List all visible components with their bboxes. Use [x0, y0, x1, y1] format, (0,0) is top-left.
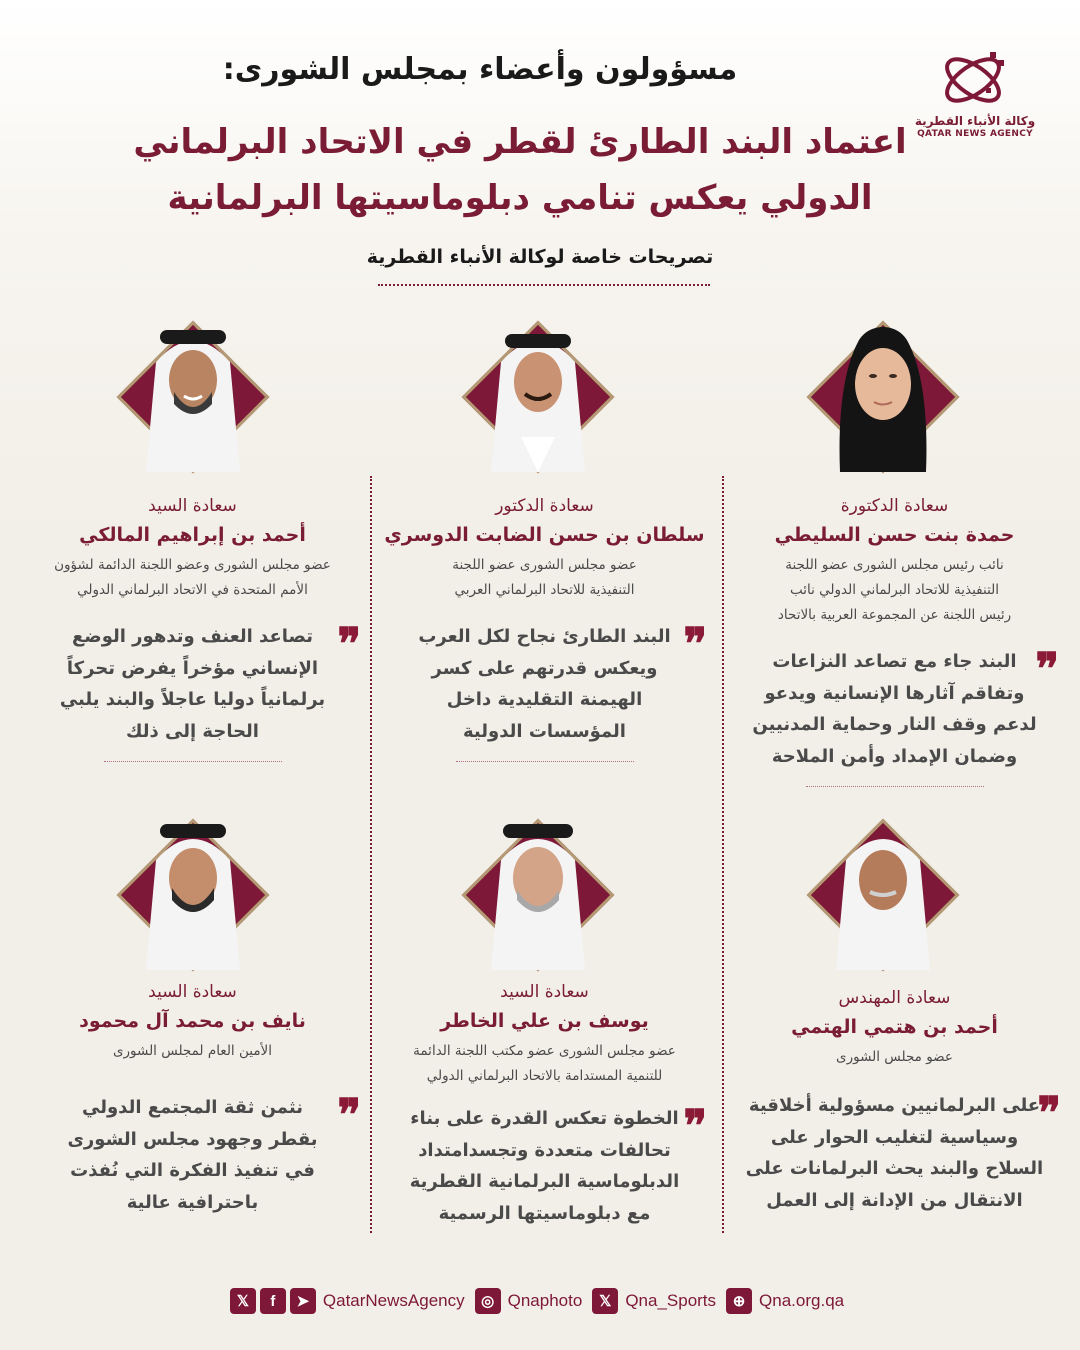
honorific: سعادة الدكتور: [495, 496, 594, 516]
social-handle-qnaphoto[interactable]: Qnaphoto: [507, 1291, 583, 1310]
person-role: عضو مجلس الشورى عضو مكتب اللجنة الدائمة للتنمية المستدامة بالاتحاد البرلماني الدولي: [413, 1043, 676, 1084]
person-name: يوسف بن علي الخاطر: [440, 1010, 649, 1032]
person-name: نايف بن محمد آل محمود: [79, 1010, 306, 1032]
quote-text: تصاعد العنف وتدهور الوضع الإنساني مؤخراً يفرض تحركاً برلمانياً دوليا عاجلاً والبند يلبي الحاجة إلى ذلك: [59, 626, 326, 742]
quote-block: [722, 646, 1067, 772]
portrait-hamda-al-sulaiti: [798, 302, 968, 472]
subhead: تصريحات خاصة لوكالة الأنباء القطرية: [366, 246, 714, 268]
quote-mark-icon: ❞: [337, 1090, 361, 1141]
qna-logo: [900, 48, 1050, 158]
facebook-icon[interactable]: f: [260, 1288, 286, 1314]
social-handle-qatarnewsagency[interactable]: QatarNewsAgency: [322, 1291, 465, 1310]
quote-text: البند الطارئ نجاح لكل العرب ويعكس قدرتهم على كسر الهيمنة التقليدية داخل المؤسسات الدولية: [418, 626, 671, 742]
person-role: عضو مجلس الشورى: [836, 1049, 953, 1065]
quote-mark-icon: ❞: [1035, 644, 1059, 695]
instagram-icon[interactable]: ◎: [475, 1288, 501, 1314]
quote-block: [722, 1090, 1067, 1216]
card-separator: [104, 761, 282, 762]
quote-block: [372, 1103, 717, 1229]
quote-text: البند جاء مع تصاعد النزاعات وتفاقم آثارها الإنسانية ويدعو لدعم وقف النار وحماية المدنيين وضمان الإمداد وأمن الملاحة: [752, 651, 1037, 767]
quote-mark-icon: ❞: [1037, 1088, 1061, 1139]
headline-line-1: اعتماد البند الطارئ لقطر في الاتحاد البرلماني: [133, 122, 907, 162]
portrait-naif-al-mahmoud: [108, 800, 278, 970]
honorific: سعادة السيد: [500, 982, 589, 1002]
quote-block: [20, 1092, 365, 1218]
portrait-ahmed-al-maliki: [108, 302, 278, 472]
person-photo-icon: [828, 312, 938, 472]
logo-english-text: QATAR NEWS AGENCY: [917, 129, 1033, 139]
card-separator: [806, 786, 984, 787]
x-icon[interactable]: 𝕏: [592, 1288, 618, 1314]
x-icon[interactable]: 𝕏: [230, 1288, 256, 1314]
person-role: الأمين العام لمجلس الشورى: [112, 1043, 273, 1059]
social-handle-qna-sports[interactable]: Qna_Sports: [625, 1291, 717, 1310]
card-naif-al-mahmoud: [20, 982, 365, 1218]
honorific: سعادة الدكتورة: [840, 496, 949, 516]
honorific: سعادة السيد: [148, 496, 237, 516]
card-ahmed-al-maliki: [20, 496, 365, 762]
person-role: نائب رئيس مجلس الشورى عضو اللجنة التنفيذية للاتحاد البرلماني الدولي نائب رئيس اللجنة عن المجموعة العربية بالاتحاد: [777, 557, 1012, 623]
portrait-ahmed-al-hetmi: [798, 800, 968, 970]
quote-text: على البرلمانيين مسؤولية أخلاقية وسياسية لتغليب الحوار على السلاح والبند يحث البرلمانات على الانتقال من الإدانة إلى العمل: [745, 1095, 1044, 1211]
person-photo-icon: [483, 312, 593, 472]
person-name: حمدة بنت حسن السليطي: [774, 524, 1015, 546]
person-name: أحمد بن إبراهيم المالكي: [79, 524, 306, 546]
quote-text: نثمن ثقة المجتمع الدولي بقطر وجهود مجلس الشورى في تنفيذ الفكرة التي نُفذت باحترافية عالية: [67, 1097, 318, 1213]
quote-block: [372, 621, 717, 747]
globe-icon[interactable]: ⊕: [726, 1288, 752, 1314]
kicker-title: مسؤولون وأعضاء بمجلس الشورى:: [222, 52, 738, 87]
card-ahmed-al-hetmi: [722, 988, 1067, 1216]
person-photo-icon: [138, 810, 248, 970]
person-role: عضو مجلس الشورى عضو اللجنة التنفيذية للاتحاد البرلماني العربي: [452, 557, 637, 598]
card-hamda-al-sulaiti: [722, 496, 1067, 787]
subhead-divider: [378, 284, 710, 286]
portrait-sultan-al-dosari: [453, 302, 623, 472]
quote-text: الخطوة تعكس القدرة على بناء تحالفات متعددة وتجسدامتداد الدبلوماسية البرلمانية القطرية مع دبلوماسيتها الرسمية: [409, 1108, 680, 1224]
card-separator: [456, 761, 634, 762]
portrait-yousef-al-khater: [453, 800, 623, 970]
person-role: عضو مجلس الشورى وعضو اللجنة الدائمة لشؤون الأمم المتحدة في الاتحاد البرلماني الدولي: [54, 557, 331, 598]
person-photo-icon: [483, 810, 593, 970]
logo-arabic-text: وكالة الأنباء القطرية: [914, 114, 1036, 128]
card-yousef-al-khater: [372, 982, 717, 1229]
telegram-icon[interactable]: ➤: [290, 1288, 316, 1314]
honorific: سعادة المهندس: [838, 988, 951, 1008]
headline: [120, 114, 920, 226]
person-name: سلطان بن حسن الضابت الدوسري: [384, 524, 705, 546]
person-photo-icon: [138, 312, 248, 472]
quote-mark-icon: ❞: [683, 1101, 707, 1152]
honorific: سعادة السيد: [148, 982, 237, 1002]
person-name: أحمد بن هتمي الهتمي: [791, 1016, 998, 1038]
quote-mark-icon: ❞: [683, 619, 707, 670]
card-sultan-al-dosari: [372, 496, 717, 762]
qna-logo-icon: [935, 48, 1015, 112]
person-photo-icon: [828, 810, 938, 970]
website-link[interactable]: Qna.org.qa: [759, 1291, 845, 1310]
headline-line-2: الدولي يعكس تنامي دبلوماسيتها البرلمانية: [167, 178, 873, 218]
quote-block: [20, 621, 365, 747]
quote-mark-icon: ❞: [337, 619, 361, 670]
social-footer: [0, 1286, 1080, 1316]
